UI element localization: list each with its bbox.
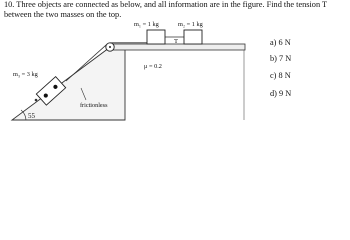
block-m2 xyxy=(184,30,202,44)
m3-label: m₃ = 3 kg xyxy=(13,71,38,78)
friction-coefficient-label: μ = 0.2 xyxy=(144,63,162,70)
frictionless-label: frictionless xyxy=(80,102,108,109)
choice-c[interactable]: c) 8 N xyxy=(270,71,291,80)
block-m1 xyxy=(147,30,165,44)
incline-wedge xyxy=(12,48,125,120)
incline-marker xyxy=(35,99,38,102)
choice-d[interactable]: d) 9 N xyxy=(270,89,292,98)
tension-label: T xyxy=(174,38,179,45)
m1-label: m₁ = 1 kg xyxy=(134,21,159,28)
question-text: 10. Three objects are connected as below, and all information are in the figure. Find the tension T between the two masses on the top. xyxy=(4,0,327,19)
pulley-axle xyxy=(109,46,111,48)
angle-label: 55 xyxy=(28,112,35,120)
choice-a[interactable]: a) 6 N xyxy=(270,38,291,47)
m2-label: m₂ = 1 kg xyxy=(178,21,203,28)
choice-b[interactable]: b) 7 N xyxy=(270,54,292,63)
